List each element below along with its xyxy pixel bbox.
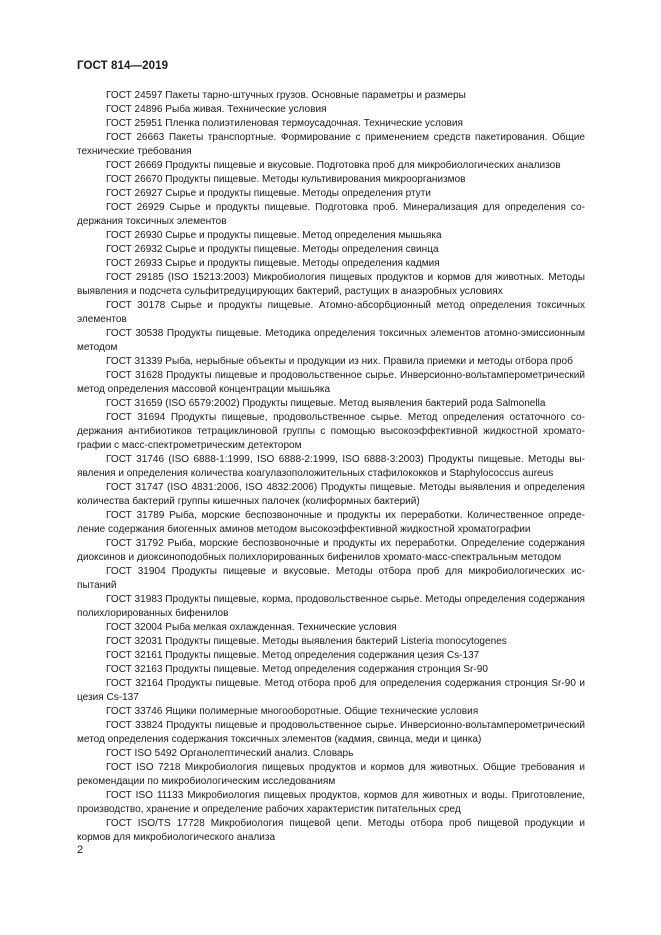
reference-entry: ГОСТ 32004 Рыба мелкая охлажденная. Технические условия (106, 622, 397, 633)
reference-entry: ГОСТ ISO/TS 17728 Микробиология пищевой цепи. Методы отбора проб пищевой продукции и кормов для микробиологического анализа (77, 818, 585, 843)
normative-references-list (77, 89, 585, 845)
reference-entry: ГОСТ 26927 Сырье и продукты пищевые. Методы определения ртути (106, 188, 432, 199)
reference-entry: ГОСТ 31746 (ISO 6888-1:1999, ISO 6888-2:1999, ISO 6888-3:2003) Продукты пищевые. Методы выявления и определения количества коагулазоположительных стафилококков и Staphylococcus aureus (77, 454, 585, 479)
reference-entry: ГОСТ 31983 Продукты пищевые, корма, продовольственное сырье. Методы определения содержания полихлорированных бифенилов (77, 594, 585, 619)
reference-entry: ГОСТ 31904 Продукты пищевые и вкусовые. Методы отбора проб для микробиологических испытаний (77, 566, 585, 591)
reference-entry: ГОСТ 30538 Продукты пищевые. Методика определения токсичных элементов атомно-эмиссионным методом (77, 328, 585, 353)
reference-entry: ГОСТ 32031 Продукты пищевые. Методы выявления бактерий Listeria monocytogenes (106, 636, 507, 647)
reference-entry: ГОСТ 24896 Рыба живая. Технические условия (106, 104, 327, 115)
reference-entry: ГОСТ 26670 Продукты пищевые. Методы культивирования микроорганизмов (106, 174, 466, 185)
reference-entry: ГОСТ 26663 Пакеты транспортные. Формирование с применением средств пакетирования. Общие технические требования (77, 132, 585, 157)
reference-entry: ГОСТ ISO 5492 Органолептический анализ. Словарь (106, 748, 354, 759)
reference-entry: ГОСТ 29185 (ISO 15213:2003) Микробиология пищевых продуктов и кормов для животных. Методы выявления и подсчета сульфитредуцирующих бактерий, растущих в анаэробных условиях (77, 272, 585, 297)
document-id-header: ГОСТ 814—2019 (77, 60, 169, 72)
reference-entry: ГОСТ ISO 11133 Микробиология пищевых продуктов, кормов для животных и воды. Приготовление, производство, хранение и определение рабочих характеристик питательных сред (77, 790, 585, 815)
reference-entry: ГОСТ 31339 Рыба, нерыбные объекты и продукции из них. Правила приемки и методы отбора проб (106, 356, 573, 367)
reference-entry: ГОСТ 26669 Продукты пищевые и вкусовые. Подготовка проб для микробиологических анализов (106, 160, 561, 171)
reference-entry: ГОСТ 26932 Сырье и продукты пищевые. Методы определения свинца (106, 244, 439, 255)
reference-entry: ГОСТ 33824 Продукты пищевые и продовольственное сырье. Инверсионно-вольтамперометрический метод определения содержания токсичных элементов (кадмия, свинца, меди и цинка) (77, 720, 585, 745)
reference-entry: ГОСТ 26929 Сырье и продукты пищевые. Подготовка проб. Минерализация для определения содержания токсичных элементов (77, 202, 585, 227)
reference-entry: ГОСТ 32161 Продукты пищевые. Метод определения содержания цезия Cs-137 (106, 650, 480, 661)
reference-entry: ГОСТ 31628 Продукты пищевые и продовольственное сырье. Инверсионно-вольтамперометрический метод определения массовой концентрации мышьяка (77, 370, 585, 395)
reference-entry: ГОСТ 26930 Сырье и продукты пищевые. Метод определения мышьяка (106, 230, 442, 241)
reference-entry: ГОСТ 25951 Пленка полиэтиленовая термоусадочная. Технические условия (106, 118, 463, 129)
reference-entry: ГОСТ 31789 Рыба, морские беспозвоночные и продукты их переработки. Количественное определение содержания биогенных аминов методом высокоэффективной жидкостной хроматографии (77, 510, 585, 535)
reference-entry: ГОСТ 33746 Ящики полимерные многооборотные. Общие технические условия (106, 706, 479, 717)
reference-entry: ГОСТ 26933 Сырье и продукты пищевые. Методы определения кадмия (106, 258, 440, 269)
reference-entry: ГОСТ 31747 (ISO 4831:2006, ISO 4832:2006) Продукты пищевые. Методы выявления и определения количества бактерий группы кишечных палочек (колиформных бактерий) (77, 482, 585, 507)
page-number: 2 (77, 844, 84, 856)
reference-entry: ГОСТ 31694 Продукты пищевые, продовольственное сырье. Метод определения остаточного содержания антибиотиков тетрациклиновой группы с помощью высокоэффективной жидкостной хроматографии с масс-спектрометрическим детектором (77, 412, 585, 451)
reference-entry: ГОСТ 32164 Продукты пищевые. Метод отбора проб для определения содержания стронция Sr-90 и цезия Cs-137 (77, 678, 585, 703)
reference-entry: ГОСТ 31659 (ISO 6579:2002) Продукты пищевые. Метод выявления бактерий рода Salmonella (106, 398, 546, 409)
reference-entry: ГОСТ 24597 Пакеты тарно-штучных грузов. Основные параметры и размеры (106, 90, 466, 101)
reference-entry: ГОСТ 30178 Сырье и продукты пищевые. Атомно-абсорбционный метод определения токсичных элементов (77, 300, 585, 325)
reference-entry: ГОСТ 31792 Рыба, морские беспозвоночные и продукты их переработки. Определение содержания диоксинов и диоксиноподобных полихлорированных бифенилов хромато-масс-спектральным методом (77, 538, 585, 563)
reference-entry: ГОСТ 32163 Продукты пищевые. Метод определения содержания стронция Sr-90 (106, 664, 488, 675)
reference-entry: ГОСТ ISO 7218 Микробиология пищевых продуктов и кормов для животных. Общие требования и рекомендации по микробиологическим исследованиям (77, 762, 585, 787)
